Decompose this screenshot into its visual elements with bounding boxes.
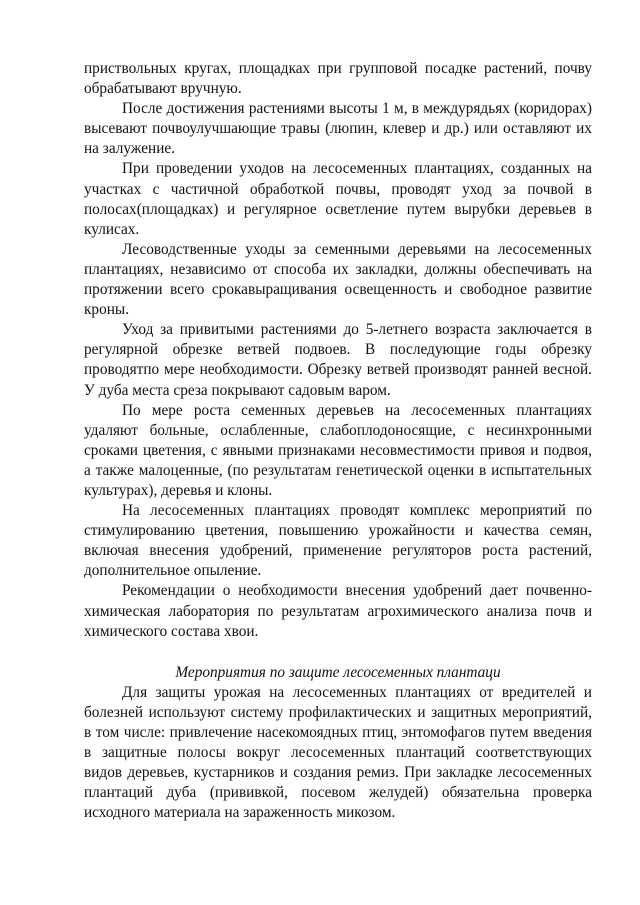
paragraph-fertilizer-recommendations: Рекомендации о необходимости внесения удобрений дает почвенно-химическая лаборатория по результатам агрохимического анализа почв и химического состава хвои. [84, 582, 592, 640]
paragraph-silvicultural-care: Лесоводственные уходы за семенными деревьями на лесосеменных плантациях, независимо от способа их закладки, должны обеспечивать на протяжении всего срокавыращивания освещенность и свободное развитие кроны. [84, 240, 592, 319]
paragraph-flowering-stimulation: На лесосеменных плантациях проводят комплекс мероприятий по стимулированию цветения, повышению урожайности и качества семян, включая внесения удобрений, применение регуляторов роста растений, дополнительное опыление. [84, 502, 592, 580]
section-heading: Мероприятия по защите лесосеменных плантаци [175, 663, 501, 681]
paragraph-grass-sowing: После достижения растениями высоты 1 м, в междурядьях (коридорах) высевают почвоулучшающие травы (люпин, клевер и др.) или оставляют их на залужение. [84, 100, 592, 158]
paragraph-crop-protection: Для защиты урожая на лесосеменных плантациях от вредителей и болезней используют систему профилактических и защитных мероприятий, в том числе: привлечение насекомоядных птиц, энтомофагов путем введения в защитные полосы вокруг лесосеменных плантаций соответствующих видов деревьев, кустарников и создания ремиз. При закладке лесосеменных плантаций дуба (прививкой, посевом желудей) обязательна проверка исходного материала на зараженность микозом. [84, 683, 592, 822]
paragraph-continuation: приствольных кругах, площадках при групповой посадке растений, почву обрабатывают вручную. [84, 60, 592, 98]
paragraph-partial-tillage-care: При проведении уходов на лесосеменных плантациях, созданных на участках с частичной обработкой почвы, проводят уход за почвой в полосах(площадках) и регулярное осветление путем вырубки деревьев в кулисах. [84, 160, 592, 238]
paragraph-grafted-plants-care: Уход за привитыми растениями до 5-летнего возраста заключается в регулярной обрезке ветвей подвоев. В последующие годы обрезку проводятпо мере необходимости. Обрезку ветвей производят ранней весной. У дуба места среза покрывают садовым варом. [84, 321, 592, 399]
paragraph-tree-removal: По мере роста семенных деревьев на лесосеменных плантациях удаляют больные, ослабленные, слабоплодоносящие, с несинхронными сроками цветения, с явными признаками несовместимости привоя и подвоя, а также малоценные, (по результатам генетической оценки в испытательных культурах), деревья и клоны. [84, 401, 592, 499]
